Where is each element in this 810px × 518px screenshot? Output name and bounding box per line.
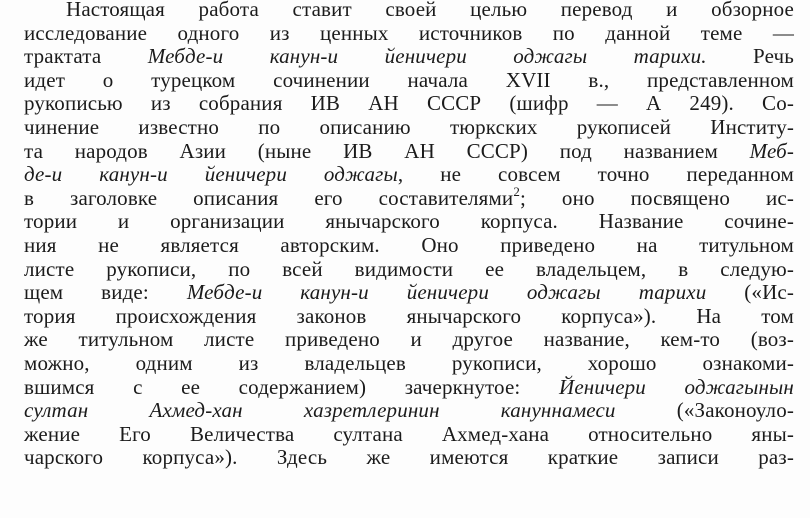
text-run: чинение известно по описанию тюркских рукописей Институ- xyxy=(24,114,794,139)
italic-title: Меб- xyxy=(749,138,794,163)
text-run: чарского корпуса»). Здесь же имеются краткие записи раз- xyxy=(24,445,794,470)
text-run: же титульном листе приведено и другое название, кем-то (воз- xyxy=(24,327,794,352)
text-run: Настоящая работа ставит своей целью перевод и обзорное xyxy=(66,0,794,21)
italic-title: Мебде-и канун-и йеничери оджагы тарихи. xyxy=(147,44,707,69)
text-line xyxy=(24,281,794,305)
text-line xyxy=(24,446,794,470)
text-line xyxy=(24,210,794,234)
text-run: рукописью из собрания ИВ АН СССР (шифр — А 249). Со- xyxy=(24,91,794,116)
paragraph xyxy=(24,0,794,470)
footnote-marker: 2 xyxy=(513,183,520,199)
text-run: трактата xyxy=(24,44,148,69)
text-run: та народов Азии (ныне ИВ АН СССР) под названием xyxy=(24,138,750,163)
text-run: вшимся с ее содержанием) зачеркнутое: xyxy=(24,374,560,399)
text-run: листе рукописи, по всей видимости ее владельцем, в следую- xyxy=(24,256,794,281)
text-line xyxy=(24,423,794,447)
italic-title: Йеничери оджагынын xyxy=(559,374,794,399)
text-line xyxy=(24,140,794,164)
text-line xyxy=(24,22,794,46)
text-line xyxy=(24,352,794,376)
text-run: щем виде: xyxy=(24,280,187,305)
text-line xyxy=(24,183,794,211)
text-line xyxy=(24,328,794,352)
italic-title: Мебде-и канун-и йеничери оджагы тарихи xyxy=(186,280,707,305)
text-run: («Законоуло- xyxy=(615,398,794,423)
text-line xyxy=(24,69,794,93)
text-run: ния не является авторским. Оно приведено на титульном xyxy=(24,232,794,257)
text-line xyxy=(24,0,794,22)
text-line xyxy=(24,92,794,116)
text-line xyxy=(24,116,794,140)
italic-title: султан Ахмед-хан хазретлеринин кануннамеси xyxy=(24,398,616,423)
text-line xyxy=(24,163,794,187)
text-run: тория происхождения законов янычарского корпуса»). На том xyxy=(24,303,794,328)
text-run: , не совсем точно переданном xyxy=(397,162,794,187)
text-run: («Ис- xyxy=(706,280,794,305)
text-run: тории и организации янычарского корпуса. Название сочине- xyxy=(24,209,794,234)
text-line xyxy=(24,305,794,329)
text-run: Речь xyxy=(706,44,794,69)
text-line xyxy=(24,376,794,400)
italic-title: де-и канун-и йеничери оджагы xyxy=(24,162,398,187)
text-line xyxy=(24,45,794,69)
text-run: идет о турецком сочинении начала XVII в., представленном xyxy=(24,67,794,92)
text-run: исследование одного из ценных источников по данной теме — xyxy=(24,20,794,45)
text-line xyxy=(24,234,794,258)
text-run: можно, одним из владельцев рукописи, хорошо ознакоми- xyxy=(24,350,794,375)
text-run: в заголовке описания его составителями xyxy=(24,185,514,210)
text-line xyxy=(24,399,794,423)
text-run: жение Его Величества султана Ахмед-хана относительно яны- xyxy=(24,421,794,446)
text-line xyxy=(24,258,794,282)
text-run: ; оно посвящено ис- xyxy=(519,185,794,210)
